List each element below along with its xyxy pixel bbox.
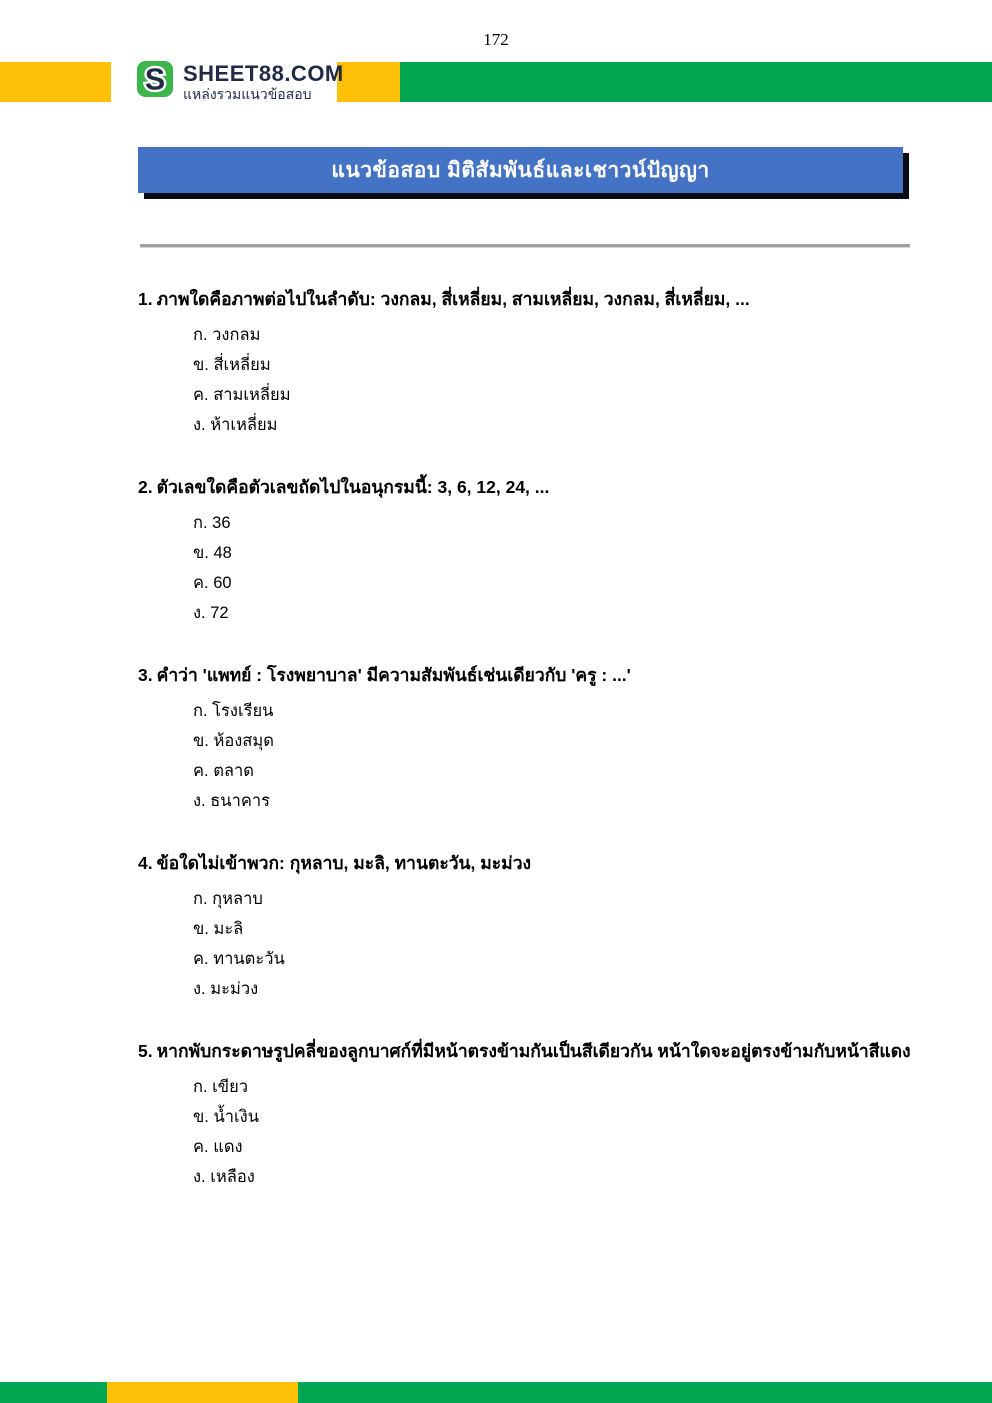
question-3-heading [138, 660, 916, 690]
choice: ก. วงกลม [193, 326, 261, 344]
choice: ข. มะลิ [193, 920, 244, 938]
horizontal-divider [140, 244, 910, 248]
question-2-heading [138, 472, 916, 502]
question-1-number: 1. [138, 289, 153, 309]
choice: ค. ทานตะวัน [193, 950, 285, 968]
question-1-text: ภาพใดคือภาพต่อไปในลำดับ: วงกลม, สี่เหลี่ยม, สามเหลี่ยม, วงกลม, สี่เหลี่ยม, ... [156, 289, 750, 309]
exam-title-text: แนวข้อสอบ มิติสัมพันธ์และเชาวน์ปัญญา [331, 158, 710, 182]
question-1 [138, 284, 916, 440]
question-4-choices [138, 884, 916, 1004]
choice: ง. ห้าเหลี่ยม [193, 416, 278, 434]
choice: ค. 60 [193, 574, 232, 592]
question-3 [138, 660, 916, 816]
header-band-yellow-mid [337, 62, 400, 102]
sheet88-logo [136, 60, 344, 103]
question-5 [138, 1036, 916, 1192]
choice: ค. ตลาด [193, 762, 255, 780]
logo-brand-text: SHEET88.COM [183, 61, 344, 86]
exam-title-banner [138, 147, 903, 193]
question-4-text: ข้อใดไม่เข้าพวก: กุหลาบ, มะลิ, ทานตะวัน, มะม่วง [156, 853, 532, 873]
choice: ง. 72 [193, 604, 229, 622]
choice: ง. เหลือง [193, 1168, 255, 1186]
svg-text:S: S [144, 62, 166, 97]
choice: ง. ธนาคาร [193, 792, 271, 810]
page-number: 172 [483, 30, 509, 49]
footer-band-green-left [0, 1382, 107, 1403]
choice: ข. สี่เหลี่ยม [193, 356, 271, 374]
footer-band-green-right [298, 1382, 992, 1403]
logo-text-block [183, 60, 344, 103]
question-2-choices [138, 508, 916, 628]
choice: ก. โรงเรียน [193, 702, 274, 720]
logo-tagline-text: แหล่งรวมแนวข้อสอบ [183, 86, 312, 102]
choice: ค. สามเหลี่ยม [193, 386, 291, 404]
choice: ค. แดง [193, 1138, 243, 1156]
footer-color-band [0, 1382, 992, 1403]
question-5-number: 5. [138, 1041, 153, 1061]
question-list [138, 270, 916, 1192]
choice: ข. 48 [193, 544, 232, 562]
choice: ง. มะม่วง [193, 980, 259, 998]
question-4 [138, 848, 916, 1004]
choice: ก. 36 [193, 514, 231, 532]
question-4-number: 4. [138, 853, 153, 873]
choice: ก. เขียว [193, 1078, 249, 1096]
question-5-text: หากพับกระดาษรูปคลี่ของลูกบาศก์ที่มีหน้าตรงข้ามกันเป็นสีเดียวกัน หน้าใดจะอยู่ตรงข้ามกับหน้าสีแดง [156, 1041, 911, 1061]
question-2 [138, 472, 916, 628]
question-2-text: ตัวเลขใดคือตัวเลขถัดไปในอนุกรมนี้: 3, 6, 12, 24, ... [156, 477, 550, 497]
question-1-choices [138, 320, 916, 440]
question-5-choices [138, 1072, 916, 1192]
sheet88-logo-icon [136, 60, 174, 98]
choice: ข. ห้องสมุด [193, 732, 274, 750]
choice: ข. น้ำเงิน [193, 1108, 259, 1126]
choice: ก. กุหลาบ [193, 890, 263, 908]
question-4-heading [138, 848, 916, 878]
question-2-number: 2. [138, 477, 153, 497]
footer-band-yellow [107, 1382, 298, 1403]
question-3-choices [138, 696, 916, 816]
question-3-number: 3. [138, 665, 153, 685]
question-1-heading [138, 284, 916, 314]
question-3-text: คำว่า 'แพทย์ : โรงพยาบาล' มีความสัมพันธ์เช่นเดียวกับ 'ครู : ...' [156, 665, 631, 685]
header-band-yellow-left [0, 62, 111, 102]
question-5-heading [138, 1036, 916, 1066]
header-band-green-right [400, 62, 992, 102]
